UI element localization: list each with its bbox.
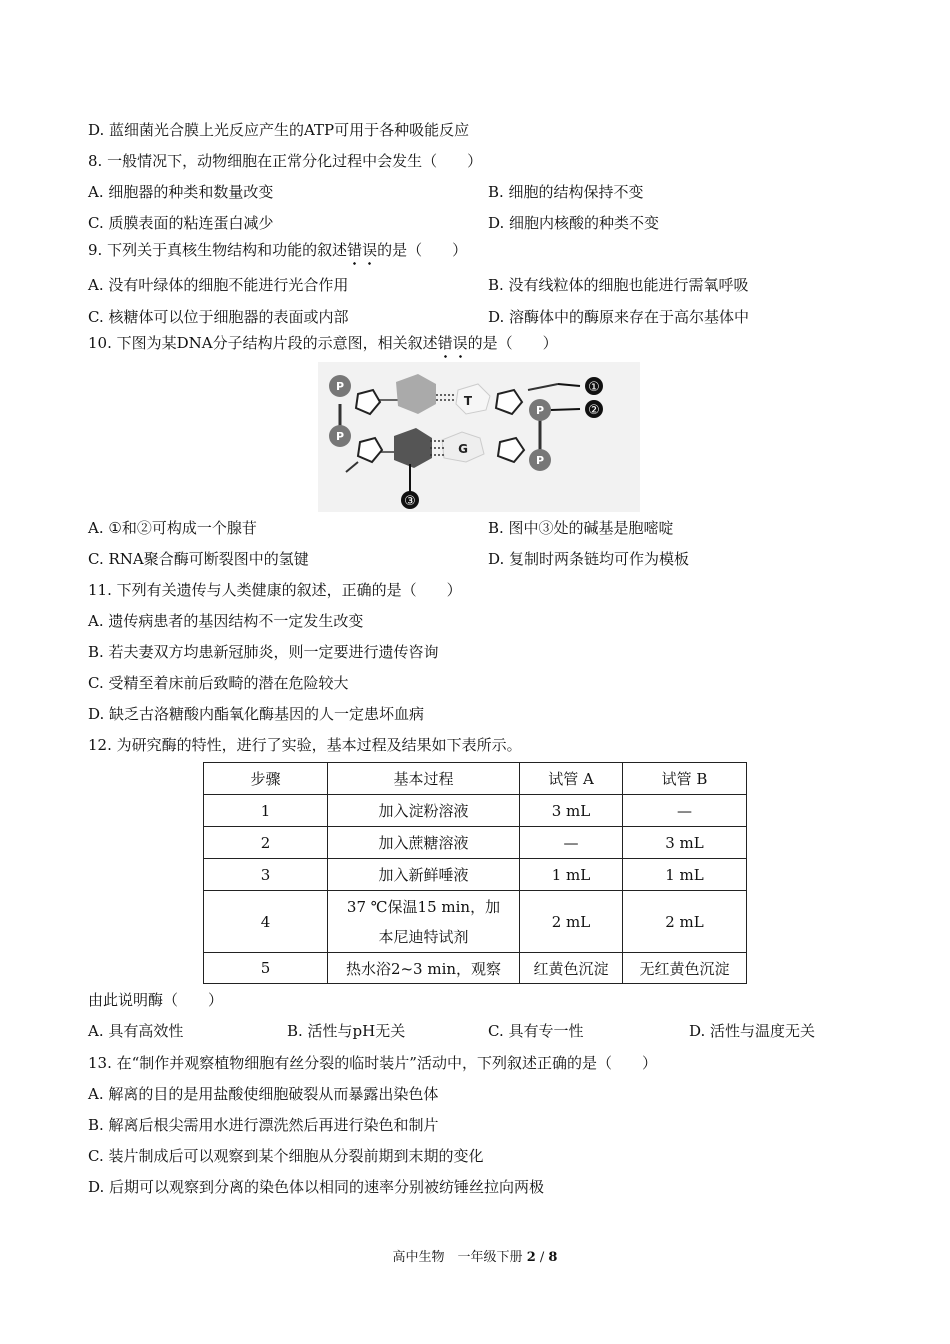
- table-header-row: [204, 763, 747, 795]
- table-cell: —: [623, 795, 747, 827]
- q12-option-a: A. 具有高效性: [88, 1022, 184, 1040]
- q10-option-b: B. 图中③处的碱基是胞嘧啶: [488, 519, 674, 537]
- table-cell-line: 37 ℃保温15 min，加: [346, 897, 501, 916]
- q10-stem-emph: 错误: [437, 334, 468, 352]
- q11-option-c: C. 受精至着床前后致畸的潜在危险较大: [88, 674, 349, 692]
- q9-option-c: C. 核糖体可以位于细胞器的表面或内部: [88, 308, 349, 326]
- experiment-table: [203, 762, 747, 984]
- table-row: [204, 859, 747, 891]
- q13-option-c: C. 装片制成后可以观察到某个细胞从分裂前期到末期的变化: [88, 1147, 484, 1165]
- q12-stem: 12. 为研究酶的特性，进行了实验，基本过程及结果如下表所示。: [88, 736, 522, 754]
- table-cell: 4: [204, 891, 328, 953]
- table-cell: 3 mL: [520, 795, 623, 827]
- label-2: ②: [588, 403, 600, 418]
- phosphate-1-label: P: [335, 380, 345, 393]
- phosphate-2-label: P: [335, 430, 345, 443]
- dna-structure-figure: [318, 362, 640, 512]
- q9-stem: [88, 240, 467, 260]
- q10-stem-pre: 10. 下图为某DNA分子结构片段的示意图，相关叙述: [88, 334, 438, 352]
- q9-option-b: B. 没有线粒体的细胞也能进行需氧呼吸: [488, 276, 749, 294]
- q10-option-d: D. 复制时两条链均可作为模板: [488, 550, 690, 568]
- q13-option-b: B. 解离后根尖需用水进行漂洗然后再进行染色和制片: [88, 1116, 439, 1134]
- q11-option-a: A. 遗传病患者的基因结构不一定发生改变: [88, 612, 364, 630]
- q10-stem-post: 的是（ ）: [467, 334, 558, 352]
- q11-option-b: B. 若夫妻双方均患新冠肺炎，则一定要进行遗传咨询: [88, 643, 439, 661]
- phosphate-3-label: P: [535, 404, 545, 417]
- table-cell: 3: [204, 859, 328, 891]
- table-cell: 3 mL: [623, 827, 747, 859]
- table-row: [204, 795, 747, 827]
- table-cell: 5: [204, 953, 328, 984]
- q9-option-a: A. 没有叶绿体的细胞不能进行光合作用: [88, 276, 349, 294]
- table-cell: 红黄色沉淀: [520, 953, 623, 984]
- table-row: [204, 827, 747, 859]
- table-cell: 热水浴2~3 min，观察: [328, 953, 520, 984]
- q13-stem: 13. 在“制作并观察植物细胞有丝分裂的临时装片”活动中，下列叙述正确的是（ ）: [88, 1054, 657, 1072]
- table-cell: 加入新鲜唾液: [328, 859, 520, 891]
- q12-conclusion: 由此说明酶（ ）: [88, 991, 224, 1009]
- footer-sep: /: [535, 1250, 549, 1265]
- table-cell: 1 mL: [520, 859, 623, 891]
- table-header: 步骤: [204, 763, 328, 795]
- q8-option-c: C. 质膜表面的粘连蛋白减少: [88, 214, 274, 232]
- q13-option-a: A. 解离的目的是用盐酸使细胞破裂从而暴露出染色体: [88, 1085, 439, 1103]
- table-cell-line: 本尼迪特试剂: [378, 927, 469, 946]
- table-cell: 2 mL: [520, 891, 623, 953]
- table-cell: 无红黄色沉淀: [623, 953, 747, 984]
- table-cell: 2: [204, 827, 328, 859]
- base-g-label: G: [458, 442, 468, 456]
- table-cell: —: [520, 827, 623, 859]
- q12-option-c: C. 具有专一性: [488, 1022, 584, 1040]
- table-cell: [328, 891, 520, 953]
- q12-option-d: D. 活性与温度无关: [689, 1022, 816, 1040]
- base-t-label: T: [463, 394, 473, 408]
- q8-option-a: A. 细胞器的种类和数量改变: [88, 183, 274, 201]
- phosphate-4-label: P: [535, 454, 545, 467]
- q8-option-d: D. 细胞内核酸的种类不变: [488, 214, 660, 232]
- q9-stem-pre: 9. 下列关于真核生物结构和功能的叙述: [88, 241, 348, 259]
- table-header: 试管 B: [623, 763, 747, 795]
- q12-option-b: B. 活性与pH无关: [287, 1022, 406, 1040]
- q9-option-d: D. 溶酶体中的酶原来存在于高尔基体中: [488, 308, 750, 326]
- q7-option-d: D. 蓝细菌光合膜上光反应产生的ATP可用于各种吸能反应: [88, 121, 470, 139]
- table-row: [204, 891, 747, 953]
- q8-stem: 8. 一般情况下，动物细胞在正常分化过程中会发生（ ）: [88, 152, 483, 170]
- table-header: 基本过程: [328, 763, 520, 795]
- table-cell: 1: [204, 795, 328, 827]
- q8-option-b: B. 细胞的结构保持不变: [488, 183, 644, 201]
- page-footer: [0, 1246, 950, 1265]
- q9-stem-post: 的是（ ）: [377, 241, 468, 259]
- footer-total: 8: [548, 1250, 558, 1265]
- footer-page: 2: [526, 1250, 536, 1265]
- label-3: ③: [404, 494, 416, 509]
- table-cell: 2 mL: [623, 891, 747, 953]
- footer-subject: 高中生物 一年级下册: [392, 1250, 523, 1265]
- table-header: 试管 A: [520, 763, 623, 795]
- q10-option-c: C. RNA聚合酶可断裂图中的氢键: [88, 550, 309, 568]
- q11-stem: 11. 下列有关遗传与人类健康的叙述，正确的是（ ）: [88, 581, 462, 599]
- label-1: ①: [588, 380, 600, 395]
- table-row: [204, 953, 747, 984]
- table-cell: 加入蔗糖溶液: [328, 827, 520, 859]
- q9-stem-emph: 错误: [347, 241, 378, 259]
- q11-option-d: D. 缺乏古洛糖酸内酯氧化酶基因的人一定患坏血病: [88, 705, 425, 723]
- q10-option-a: A. ①和②可构成一个腺苷: [88, 519, 257, 537]
- q13-option-d: D. 后期可以观察到分离的染色体以相同的速率分别被纺锤丝拉向两极: [88, 1178, 545, 1196]
- table-cell: 1 mL: [623, 859, 747, 891]
- table-cell: 加入淀粉溶液: [328, 795, 520, 827]
- q10-stem: [88, 333, 558, 353]
